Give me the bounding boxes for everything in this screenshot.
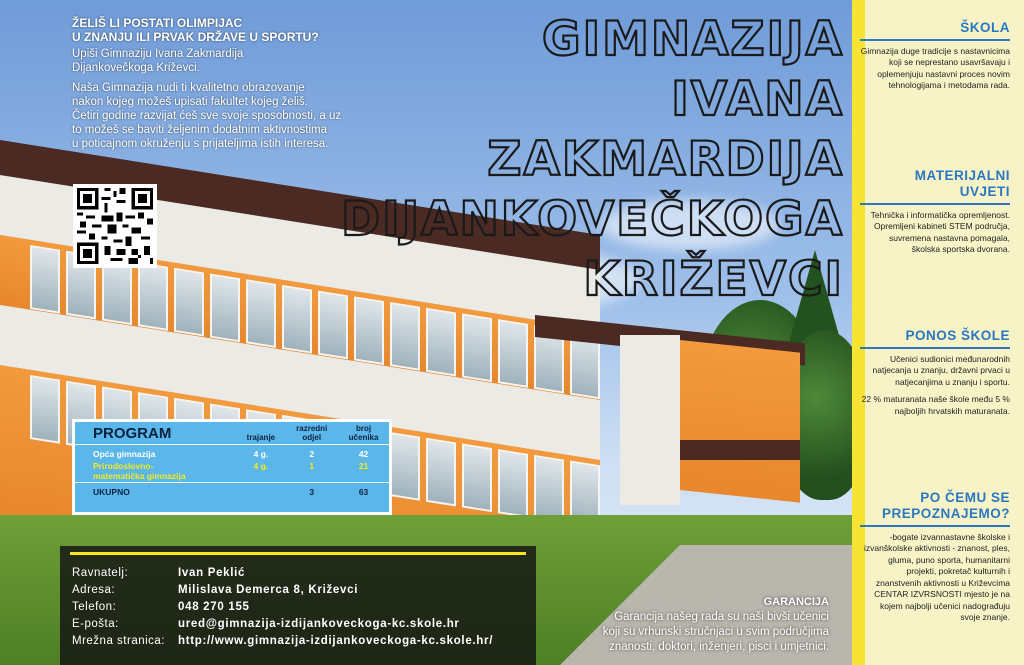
contact-box: [60, 546, 536, 665]
column-classes: [285, 422, 338, 445]
enrol-line: Dijankovečkoga Križevci.: [72, 62, 200, 74]
accent-bar: [70, 552, 526, 555]
table-row: [75, 460, 389, 483]
empty-cell: [236, 483, 285, 499]
section-resources: [860, 168, 1010, 262]
principal-value: Ivan Peklić: [178, 567, 246, 579]
heading-line: U ZNANJU ILI PRVAK DRŽAVE U SPORTU?: [72, 30, 319, 44]
contact-row: [72, 565, 493, 582]
guarantee-block: [545, 595, 829, 665]
title-line: IVANA: [671, 72, 844, 127]
info-sidebar: [852, 0, 1024, 665]
section-rule: [860, 525, 1010, 527]
column-students-line: broj: [356, 424, 372, 433]
qr-code[interactable]: [73, 184, 157, 268]
total-label: UKUPNO: [75, 483, 236, 499]
section-pride: [860, 328, 1010, 423]
heading-line: ŽELIŠ LI POSTATI OLIMPIJAC: [72, 16, 243, 30]
column-duration: trajanje: [246, 433, 276, 442]
guarantee-line: koji su vrhunski stručnjaci u svim područjima: [602, 626, 829, 638]
title-line: DIJANKOVEČKOGA: [341, 192, 844, 247]
description-line: to možeš se baviti željenim dodatnim aktivnostima: [72, 124, 328, 136]
section-text: Gimnazija duge tradicije s nastavnicima koji se neprestano usavršavaju i oplemenjuju nastavni proces novim tehnologijama i metodama rada.: [860, 45, 1010, 90]
description-line: Četiri godine razvijat ćeš sve svoje sposobnosti, a uz: [72, 110, 342, 122]
section-rule: [860, 203, 1010, 205]
description-line: Naša Gimnazija nudi ti kvalitetno obrazovanje: [72, 82, 305, 94]
contact-row: [72, 582, 493, 599]
section-text: -bogate izvannastavne školske i izvanškolske aktivnosti - znanost, ples, gluma, puno sporta, humanitarni projekti, pokretač kulturnih i znanstvenih aktivnosti u Križevcima CENTAR IZVRSNOSTI mjesto je na kojem najbolji učenici nadograđuju svoje znanje.: [864, 531, 1010, 622]
program-classes: 1: [309, 461, 315, 471]
title-line: GIMNAZIJA: [542, 12, 844, 67]
section-rule: [860, 347, 1010, 349]
table-total-row: [75, 483, 389, 499]
total-students: 63: [338, 483, 389, 499]
section-text: Tehnička i informatička opremljenost. Opremljeni kabineti STEM područja, suvremena nastavna pomagala, školska sportska dvorana.: [870, 209, 1010, 254]
table-row: [75, 445, 389, 461]
section-school: [860, 20, 1010, 98]
column-students-line: učenika: [348, 433, 379, 442]
website-link[interactable]: http://www.gimnazija-izdijankoveckoga-kc.skole.hr/: [178, 635, 494, 647]
section-title: [860, 490, 1010, 522]
program-classes: 2: [285, 445, 338, 461]
description-line: u poticajnom okruženju s prijateljima istih interesa.: [72, 138, 329, 150]
address-value: Milislava Demerca 8, Križevci: [178, 584, 359, 596]
section-text: 22 % maturanata naše škole među 5 % najboljih hrvatskih maturanata.: [861, 394, 1010, 416]
phone-label: Telefon:: [72, 601, 117, 613]
section-text: Učenici sudionici međunarodnih natjecanja u znanju, državni prvaci u natjecanjima u znanju i sportu.: [872, 353, 1010, 387]
program-duration: 4 g.: [236, 445, 285, 461]
phone-value[interactable]: 048 270 155: [178, 601, 250, 613]
section-recognition: [860, 490, 1010, 630]
section-title: ŠKOLA: [960, 20, 1010, 35]
description-line: nakon kojeg možeš upisati fakultet kojeg želiš.: [72, 96, 308, 108]
guarantee-title: GARANCIJA: [763, 596, 829, 608]
program-name: [75, 460, 236, 483]
total-classes: 3: [285, 483, 338, 499]
program-name: Opća gimnazija: [75, 445, 236, 461]
column-students: [338, 422, 389, 445]
column-classes-line: odjel: [302, 433, 322, 442]
program-students: 21: [358, 461, 369, 471]
program-students: 42: [338, 445, 389, 461]
program-name-line: Prirodoslovno-: [93, 461, 154, 471]
section-title-line: PO ČEMU SE: [920, 490, 1010, 505]
section-title-line: PREPOZNAJEMO?: [881, 506, 1010, 521]
contact-row: [72, 599, 493, 616]
program-table: [72, 419, 392, 515]
section-title: PONOS ŠKOLE: [905, 328, 1010, 343]
contact-row: [72, 616, 493, 633]
guarantee-line: znanosti, doktori, inženjeri, pisci i umjetnici.: [609, 641, 829, 653]
program-heading: PROGRAM: [93, 425, 172, 442]
email-link[interactable]: ured@gimnazija-izdijankoveckoga-kc.skole.hr: [178, 618, 460, 630]
email-label: E-pošta:: [72, 618, 119, 630]
column-classes-line: razredni: [296, 424, 328, 433]
title-line: ZAKMARDIJA: [487, 132, 844, 187]
section-rule: [860, 39, 1010, 41]
qr-code-icon: [77, 188, 153, 264]
title-line: KRIŽEVCI: [583, 252, 844, 307]
section-title-line: MATERIJALNI: [914, 168, 1010, 183]
contact-row: [72, 633, 493, 650]
address-label: Adresa:: [72, 584, 116, 596]
program-duration: 4 g.: [253, 461, 269, 471]
guarantee-line: Garancija našeg rada su naši bivši učenici: [614, 611, 829, 623]
principal-label: Ravnatelj:: [72, 567, 129, 579]
enrol-line: Upiši Gimnaziju Ivana Zakmardija: [72, 48, 244, 60]
section-title: [860, 168, 1010, 200]
program-name-line: matematička gimnazija: [93, 471, 186, 481]
school-title: [284, 10, 844, 310]
section-title-line: UVJETI: [959, 184, 1010, 199]
table-header: [75, 422, 389, 445]
web-label: Mrežna stranica:: [72, 635, 166, 647]
